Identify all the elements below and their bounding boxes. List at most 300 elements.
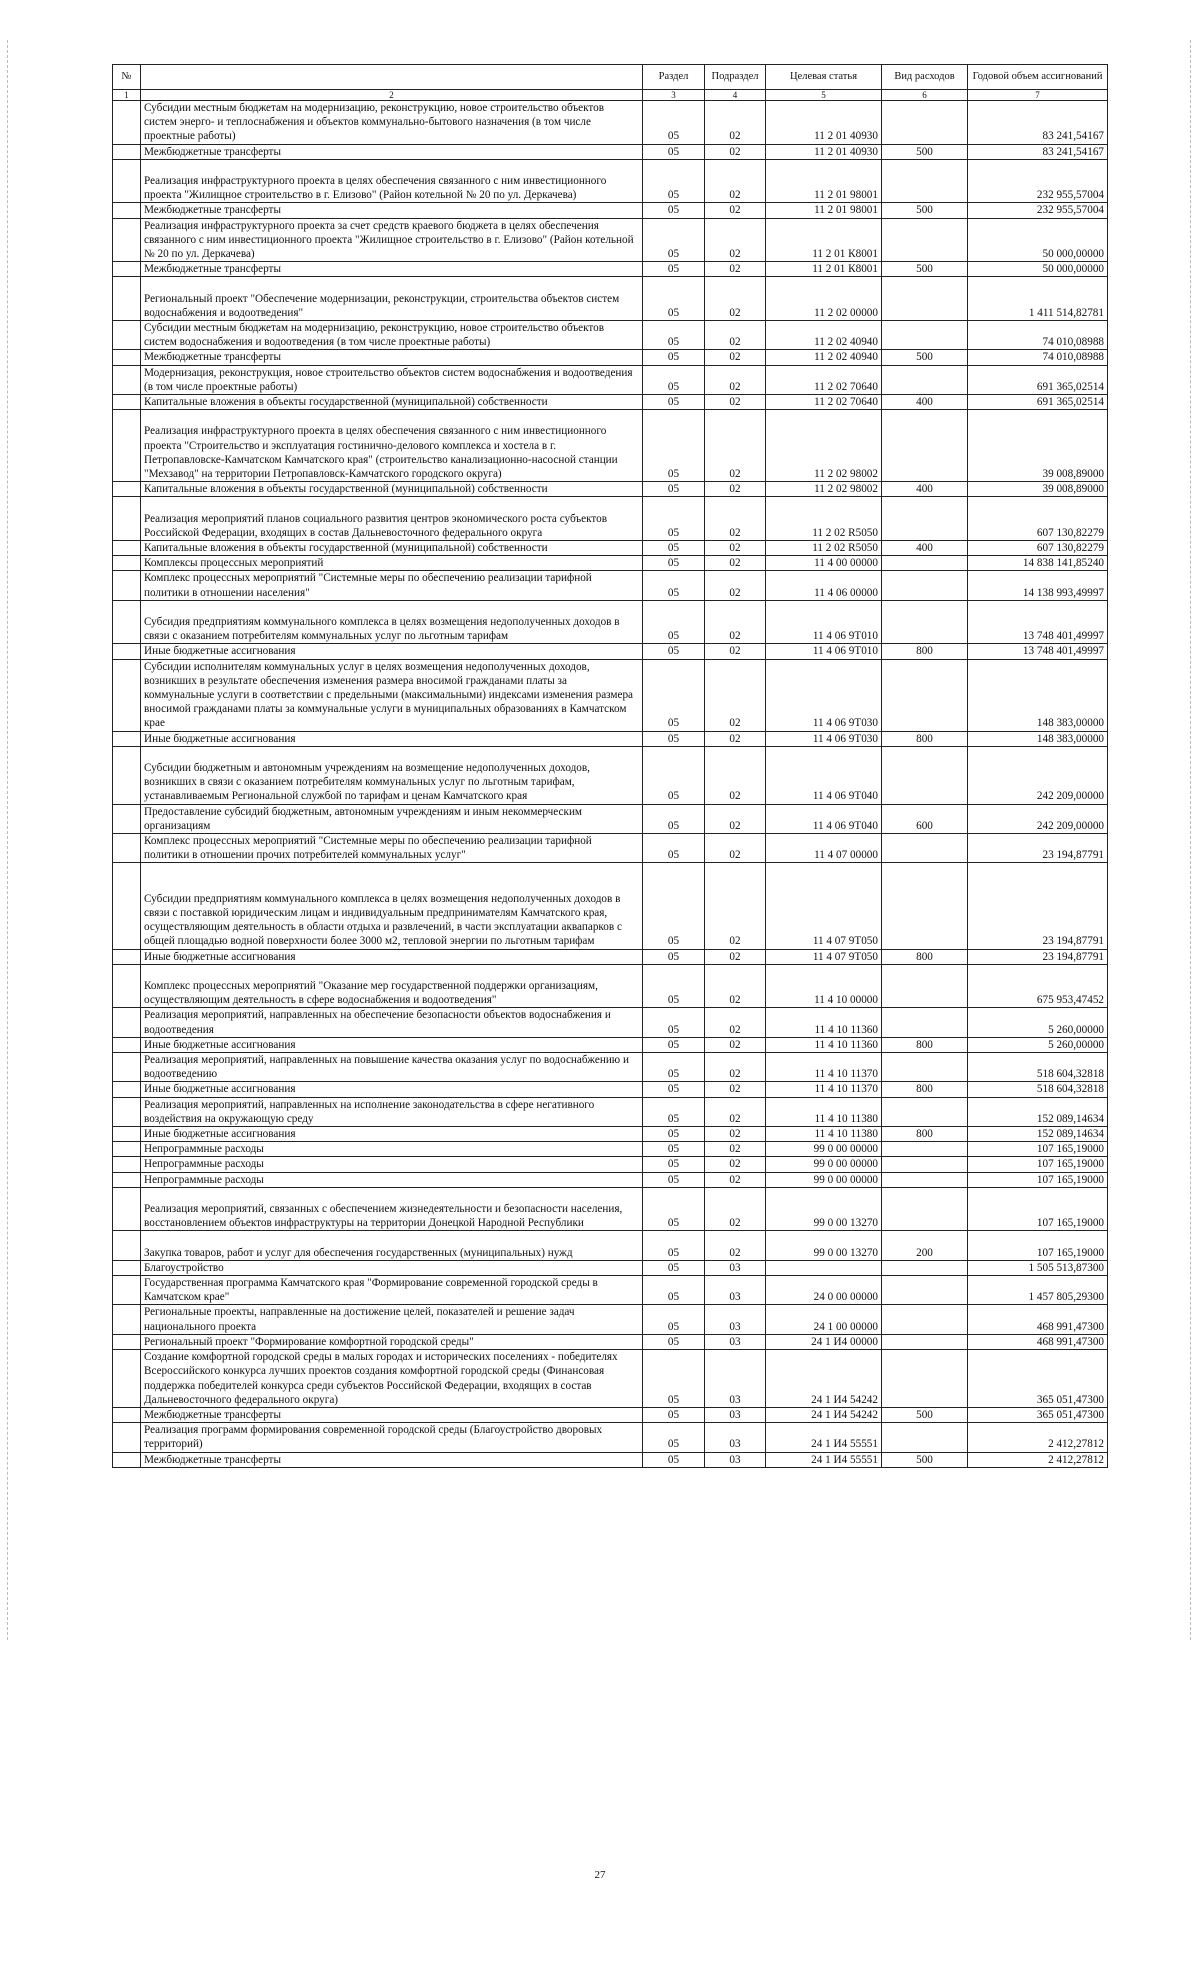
- col-number: 6: [882, 90, 968, 101]
- row-razdel-cell: 05: [643, 746, 705, 804]
- row-vid-cell: [882, 1305, 968, 1334]
- row-podrazdel-cell: 02: [705, 350, 766, 365]
- row-sum-cell: 1 457 805,29300: [968, 1276, 1108, 1305]
- row-number-cell: [113, 1276, 141, 1305]
- row-sum-cell: 13 748 401,49997: [968, 644, 1108, 659]
- row-vid-cell: [882, 1350, 968, 1408]
- row-vid-cell: 600: [882, 804, 968, 833]
- row-name-cell: Реализация мероприятий, направленных на повышение качества оказания услуг по водоснабжению и водоотведению: [141, 1053, 643, 1082]
- table-row: [113, 321, 1108, 350]
- row-vid-cell: 800: [882, 644, 968, 659]
- row-sum-cell: 107 165,19000: [968, 1231, 1108, 1260]
- row-name-cell: Капитальные вложения в объекты государственной (муниципальной) собственности: [141, 395, 643, 410]
- row-number-cell: [113, 1350, 141, 1408]
- row-razdel-cell: 05: [643, 1008, 705, 1037]
- row-name-cell: Субсидия предприятиям коммунального комплекса в целях возмещения недополученных доходов в связи с оказанием потребителям коммунальных услуг по льготным тарифам: [141, 600, 643, 644]
- row-cel-cell: 24 1 И4 55551: [766, 1423, 882, 1452]
- row-name-cell: Предоставление субсидий бюджетным, автономным учреждениям и иным некоммерческим организациям: [141, 804, 643, 833]
- row-podrazdel-cell: 02: [705, 746, 766, 804]
- table-row: [113, 1037, 1108, 1052]
- row-vid-cell: [882, 834, 968, 863]
- table-row: [113, 1142, 1108, 1157]
- row-vid-cell: 500: [882, 1407, 968, 1422]
- row-number-cell: [113, 863, 141, 949]
- row-number-cell: [113, 659, 141, 731]
- table-row: [113, 600, 1108, 644]
- row-name-cell: Субсидии местным бюджетам на модернизацию, реконструкцию, новое строительство объектов систем водоснабжения и водоотведения (в том числе проектные работы): [141, 321, 643, 350]
- row-name-cell: Реализация мероприятий, направленных на исполнение законодательства в сфере негативного воздействия на окружающую среду: [141, 1097, 643, 1126]
- row-vid-cell: [882, 1260, 968, 1275]
- row-cel-cell: 11 4 10 11370: [766, 1082, 882, 1097]
- row-number-cell: [113, 834, 141, 863]
- row-number-cell: [113, 1172, 141, 1187]
- page-number: 27: [594, 1869, 606, 1881]
- row-number-cell: [113, 1231, 141, 1260]
- row-sum-cell: 242 209,00000: [968, 804, 1108, 833]
- row-vid-cell: 500: [882, 1452, 968, 1467]
- row-number-cell: [113, 482, 141, 497]
- row-podrazdel-cell: 02: [705, 101, 766, 145]
- row-vid-cell: 500: [882, 350, 968, 365]
- row-podrazdel-cell: 02: [705, 1053, 766, 1082]
- scan-edge-right: [1190, 40, 1191, 1640]
- row-sum-cell: 468 991,47300: [968, 1305, 1108, 1334]
- column-number-row: [113, 90, 1108, 101]
- row-cel-cell: 11 4 07 9Т050: [766, 949, 882, 964]
- col-number: 7: [968, 90, 1108, 101]
- row-razdel-cell: 05: [643, 1407, 705, 1422]
- row-vid-cell: [882, 1276, 968, 1305]
- row-podrazdel-cell: 02: [705, 1231, 766, 1260]
- row-sum-cell: 107 165,19000: [968, 1187, 1108, 1231]
- row-vid-cell: 400: [882, 395, 968, 410]
- table-row: [113, 1157, 1108, 1172]
- row-cel-cell: 11 4 07 00000: [766, 834, 882, 863]
- row-podrazdel-cell: 03: [705, 1260, 766, 1275]
- row-razdel-cell: 05: [643, 262, 705, 277]
- row-razdel-cell: 05: [643, 1142, 705, 1157]
- row-cel-cell: 11 2 01 40930: [766, 144, 882, 159]
- row-name-cell: Реализация инфраструктурного проекта в целях обеспечения связанного с ним инвестиционного проекта "Строительство и эксплуатация гостинично-делового комплекса и хостела в г. Петропавловске-Камчатском Камчатского края" (строительство канализационно-насосной станции "Мехзавод" на территории Петропавловск-Камчатского городского округа): [141, 410, 643, 482]
- row-name-cell: Закупка товаров, работ и услуг для обеспечения государственных (муниципальных) нужд: [141, 1231, 643, 1260]
- row-podrazdel-cell: 02: [705, 482, 766, 497]
- row-vid-cell: [882, 1423, 968, 1452]
- row-number-cell: [113, 101, 141, 145]
- table-row: [113, 1452, 1108, 1467]
- row-razdel-cell: 05: [643, 949, 705, 964]
- row-number-cell: [113, 262, 141, 277]
- row-name-cell: Реализация мероприятий, направленных на обеспечение безопасности объектов водоснабжения и водоотведения: [141, 1008, 643, 1037]
- row-sum-cell: 50 000,00000: [968, 218, 1108, 262]
- col-header-no: №: [113, 65, 141, 90]
- row-cel-cell: 11 2 02 40940: [766, 321, 882, 350]
- row-vid-cell: [882, 321, 968, 350]
- row-sum-cell: 74 010,08988: [968, 321, 1108, 350]
- table-row: [113, 834, 1108, 863]
- row-sum-cell: 675 953,47452: [968, 964, 1108, 1008]
- row-name-cell: Региональные проекты, направленные на достижение целей, показателей и решение задач национального проекта: [141, 1305, 643, 1334]
- row-podrazdel-cell: 03: [705, 1276, 766, 1305]
- row-sum-cell: 691 365,02514: [968, 365, 1108, 394]
- row-number-cell: [113, 218, 141, 262]
- row-razdel-cell: 05: [643, 571, 705, 600]
- row-sum-cell: 23 194,87791: [968, 949, 1108, 964]
- row-name-cell: Капитальные вложения в объекты государственной (муниципальной) собственности: [141, 541, 643, 556]
- table-row: [113, 1187, 1108, 1231]
- row-podrazdel-cell: 03: [705, 1334, 766, 1349]
- row-name-cell: Межбюджетные трансферты: [141, 1407, 643, 1422]
- row-cel-cell: 11 4 10 00000: [766, 964, 882, 1008]
- table-row: [113, 1008, 1108, 1037]
- row-podrazdel-cell: 02: [705, 1187, 766, 1231]
- row-sum-cell: 691 365,02514: [968, 395, 1108, 410]
- table-row: [113, 541, 1108, 556]
- row-razdel-cell: 05: [643, 600, 705, 644]
- row-number-cell: [113, 321, 141, 350]
- table-row: [113, 964, 1108, 1008]
- row-podrazdel-cell: 02: [705, 731, 766, 746]
- table-row: [113, 497, 1108, 541]
- row-number-cell: [113, 949, 141, 964]
- row-sum-cell: 468 991,47300: [968, 1334, 1108, 1349]
- row-razdel-cell: 05: [643, 863, 705, 949]
- table-row: [113, 1260, 1108, 1275]
- row-vid-cell: 500: [882, 144, 968, 159]
- row-sum-cell: 2 412,27812: [968, 1452, 1108, 1467]
- row-vid-cell: [882, 410, 968, 482]
- row-cel-cell: 11 2 02 70640: [766, 365, 882, 394]
- row-vid-cell: [882, 964, 968, 1008]
- row-cel-cell: 24 0 00 00000: [766, 1276, 882, 1305]
- row-razdel-cell: 05: [643, 644, 705, 659]
- row-vid-cell: [882, 277, 968, 321]
- table-row: [113, 1097, 1108, 1126]
- row-vid-cell: [882, 659, 968, 731]
- row-vid-cell: [882, 1097, 968, 1126]
- row-name-cell: Комплекс процессных мероприятий "Системные меры по обеспечению реализации тарифной политики в отношении населения": [141, 571, 643, 600]
- row-sum-cell: 50 000,00000: [968, 262, 1108, 277]
- row-vid-cell: 800: [882, 1037, 968, 1052]
- row-podrazdel-cell: 02: [705, 600, 766, 644]
- row-number-cell: [113, 804, 141, 833]
- row-sum-cell: 14 138 993,49997: [968, 571, 1108, 600]
- row-razdel-cell: 05: [643, 1260, 705, 1275]
- col-header-cel: Целевая статья: [766, 65, 882, 90]
- row-cel-cell: 11 2 01 98001: [766, 203, 882, 218]
- row-cel-cell: 24 1 И4 54242: [766, 1350, 882, 1408]
- row-vid-cell: [882, 159, 968, 203]
- row-cel-cell: 99 0 00 00000: [766, 1172, 882, 1187]
- row-number-cell: [113, 1260, 141, 1275]
- row-sum-cell: 607 130,82279: [968, 497, 1108, 541]
- row-name-cell: Капитальные вложения в объекты государственной (муниципальной) собственности: [141, 482, 643, 497]
- row-cel-cell: 99 0 00 13270: [766, 1187, 882, 1231]
- row-razdel-cell: 05: [643, 1350, 705, 1408]
- row-cel-cell: 11 2 01 К8001: [766, 262, 882, 277]
- row-razdel-cell: 05: [643, 1172, 705, 1187]
- row-number-cell: [113, 1187, 141, 1231]
- row-vid-cell: [882, 1187, 968, 1231]
- row-vid-cell: [882, 1334, 968, 1349]
- row-number-cell: [113, 556, 141, 571]
- table-row: [113, 159, 1108, 203]
- row-podrazdel-cell: 03: [705, 1452, 766, 1467]
- table-row: [113, 365, 1108, 394]
- row-razdel-cell: 05: [643, 1305, 705, 1334]
- table-row: [113, 410, 1108, 482]
- row-name-cell: Региональный проект "Обеспечение модернизации, реконструкции, строительства объектов систем водоснабжения и водоотведения": [141, 277, 643, 321]
- row-vid-cell: 800: [882, 1082, 968, 1097]
- table-row: [113, 1407, 1108, 1422]
- row-name-cell: Межбюджетные трансферты: [141, 350, 643, 365]
- row-number-cell: [113, 277, 141, 321]
- row-number-cell: [113, 600, 141, 644]
- row-sum-cell: 365 051,47300: [968, 1407, 1108, 1422]
- row-podrazdel-cell: 02: [705, 365, 766, 394]
- row-vid-cell: [882, 1053, 968, 1082]
- row-razdel-cell: 05: [643, 556, 705, 571]
- row-name-cell: Реализация инфраструктурного проекта в целях обеспечения связанного с ним инвестиционного проекта "Жилищное строительство в г. Елизово" (Район котельной № 20 по ул. Деркачева): [141, 159, 643, 203]
- row-sum-cell: 232 955,57004: [968, 159, 1108, 203]
- row-podrazdel-cell: 02: [705, 277, 766, 321]
- row-cel-cell: 11 2 02 00000: [766, 277, 882, 321]
- row-vid-cell: [882, 556, 968, 571]
- col-number: 5: [766, 90, 882, 101]
- row-podrazdel-cell: 02: [705, 1082, 766, 1097]
- row-number-cell: [113, 1082, 141, 1097]
- row-cel-cell: 11 4 00 00000: [766, 556, 882, 571]
- row-name-cell: Создание комфортной городской среды в малых городах и исторических поселениях - победителях Всероссийского конкурса лучших проектов создания комфортной городской среды (Финансовая поддержка победителей конкурса среди субъектов Российской Федерации, входящих в состав Дальневосточного федерального округа): [141, 1350, 643, 1408]
- row-name-cell: Субсидии предприятиям коммунального комплекса в целях возмещения недополученных доходов в связи с поставкой юридическим лицам и индивидуальным предпринимателям Камчатского края, осуществляющим деятельность в области отдыха и развлечений, в части эксплуатации аквапарков с общей площадью водной поверхности более 3000 м2, тепловой энергии по льготным тарифам: [141, 863, 643, 949]
- row-razdel-cell: 05: [643, 159, 705, 203]
- row-name-cell: Межбюджетные трансферты: [141, 144, 643, 159]
- row-cel-cell: 11 2 02 98002: [766, 410, 882, 482]
- row-podrazdel-cell: 03: [705, 1407, 766, 1422]
- row-cel-cell: 11 4 10 11360: [766, 1008, 882, 1037]
- row-number-cell: [113, 541, 141, 556]
- table-row: [113, 482, 1108, 497]
- table-row: [113, 571, 1108, 600]
- row-cel-cell: 11 4 06 9Т010: [766, 644, 882, 659]
- col-header-name: [141, 65, 643, 90]
- row-cel-cell: 11 4 06 9Т030: [766, 659, 882, 731]
- row-razdel-cell: 05: [643, 1053, 705, 1082]
- row-sum-cell: 23 194,87791: [968, 863, 1108, 949]
- row-name-cell: Иные бюджетные ассигнования: [141, 949, 643, 964]
- row-cel-cell: 11 4 10 11380: [766, 1097, 882, 1126]
- row-cel-cell: 99 0 00 00000: [766, 1157, 882, 1172]
- row-vid-cell: [882, 101, 968, 145]
- row-cel-cell: 11 4 06 9Т040: [766, 804, 882, 833]
- row-sum-cell: 242 209,00000: [968, 746, 1108, 804]
- row-podrazdel-cell: 02: [705, 804, 766, 833]
- table-row: [113, 218, 1108, 262]
- row-number-cell: [113, 964, 141, 1008]
- row-cel-cell: 11 2 01 К8001: [766, 218, 882, 262]
- col-number: 3: [643, 90, 705, 101]
- row-sum-cell: 365 051,47300: [968, 1350, 1108, 1408]
- row-cel-cell: 11 2 02 R5050: [766, 541, 882, 556]
- row-name-cell: Непрограммные расходы: [141, 1142, 643, 1157]
- table-row: [113, 203, 1108, 218]
- row-podrazdel-cell: 02: [705, 1097, 766, 1126]
- row-razdel-cell: 05: [643, 410, 705, 482]
- row-sum-cell: 83 241,54167: [968, 101, 1108, 145]
- row-razdel-cell: 05: [643, 1097, 705, 1126]
- row-podrazdel-cell: 02: [705, 1157, 766, 1172]
- row-razdel-cell: 05: [643, 144, 705, 159]
- row-name-cell: Субсидии бюджетным и автономным учреждениям на возмещение недополученных доходов, возникших в связи с оказанием потребителям коммунальных услуг по льготным тарифам, устанавливаемым Региональной службой по тарифам и ценам Камчатского края: [141, 746, 643, 804]
- table-row: [113, 1127, 1108, 1142]
- table-row: [113, 1276, 1108, 1305]
- row-razdel-cell: 05: [643, 1082, 705, 1097]
- row-podrazdel-cell: 02: [705, 395, 766, 410]
- row-razdel-cell: 05: [643, 1231, 705, 1260]
- row-cel-cell: 24 1 И4 00000: [766, 1334, 882, 1349]
- row-number-cell: [113, 350, 141, 365]
- row-cel-cell: 24 1 И4 54242: [766, 1407, 882, 1422]
- row-number-cell: [113, 1142, 141, 1157]
- row-name-cell: Иные бюджетные ассигнования: [141, 731, 643, 746]
- row-number-cell: [113, 644, 141, 659]
- row-vid-cell: [882, 365, 968, 394]
- row-vid-cell: [882, 1157, 968, 1172]
- row-razdel-cell: 05: [643, 1127, 705, 1142]
- row-number-cell: [113, 1053, 141, 1082]
- row-vid-cell: [882, 746, 968, 804]
- row-podrazdel-cell: 02: [705, 571, 766, 600]
- row-vid-cell: [882, 863, 968, 949]
- row-vid-cell: 800: [882, 1127, 968, 1142]
- row-sum-cell: 518 604,32818: [968, 1082, 1108, 1097]
- row-vid-cell: 500: [882, 262, 968, 277]
- row-podrazdel-cell: 02: [705, 1142, 766, 1157]
- row-sum-cell: 74 010,08988: [968, 350, 1108, 365]
- row-number-cell: [113, 1305, 141, 1334]
- row-number-cell: [113, 395, 141, 410]
- row-vid-cell: [882, 1142, 968, 1157]
- row-name-cell: Комплекс процессных мероприятий "Системные меры по обеспечению реализации тарифной политики в отношении прочих потребителей коммунальных услуг": [141, 834, 643, 863]
- table-row: [113, 1334, 1108, 1349]
- table-row: [113, 1305, 1108, 1334]
- row-cel-cell: 11 4 06 9Т010: [766, 600, 882, 644]
- row-razdel-cell: 05: [643, 203, 705, 218]
- row-podrazdel-cell: 02: [705, 644, 766, 659]
- row-podrazdel-cell: 03: [705, 1305, 766, 1334]
- table-row: [113, 1172, 1108, 1187]
- row-razdel-cell: 05: [643, 964, 705, 1008]
- table-row: [113, 949, 1108, 964]
- row-sum-cell: 23 194,87791: [968, 834, 1108, 863]
- row-name-cell: Непрограммные расходы: [141, 1157, 643, 1172]
- row-podrazdel-cell: 02: [705, 1008, 766, 1037]
- row-razdel-cell: 05: [643, 321, 705, 350]
- row-number-cell: [113, 1452, 141, 1467]
- budget-table: [112, 64, 1108, 1468]
- row-name-cell: Комплекс процессных мероприятий "Оказание мер государственной поддержки организациям, осуществляющим деятельность в сфере водоснабжения и водоотведения": [141, 964, 643, 1008]
- row-razdel-cell: 05: [643, 277, 705, 321]
- row-sum-cell: 14 838 141,85240: [968, 556, 1108, 571]
- row-razdel-cell: 05: [643, 497, 705, 541]
- row-razdel-cell: 05: [643, 395, 705, 410]
- col-header-razdel: Раздел: [643, 65, 705, 90]
- row-podrazdel-cell: 02: [705, 949, 766, 964]
- row-name-cell: Иные бюджетные ассигнования: [141, 644, 643, 659]
- row-podrazdel-cell: 02: [705, 659, 766, 731]
- row-number-cell: [113, 144, 141, 159]
- row-name-cell: Межбюджетные трансферты: [141, 1452, 643, 1467]
- row-podrazdel-cell: 02: [705, 1172, 766, 1187]
- row-podrazdel-cell: 02: [705, 262, 766, 277]
- row-cel-cell: 11 2 02 40940: [766, 350, 882, 365]
- col-header-podrazdel: Подраздел: [705, 65, 766, 90]
- row-name-cell: Реализация мероприятий планов социального развития центров экономического роста субъектов Российской Федерации, входящих в состав Дальневосточного федерального округа: [141, 497, 643, 541]
- table-body: [113, 101, 1108, 1468]
- row-podrazdel-cell: 02: [705, 541, 766, 556]
- row-cel-cell: [766, 1260, 882, 1275]
- row-name-cell: Реализация программ формирования современной городской среды (Благоустройство дворовых территорий): [141, 1423, 643, 1452]
- row-podrazdel-cell: 02: [705, 497, 766, 541]
- table-row: [113, 863, 1108, 949]
- row-sum-cell: 13 748 401,49997: [968, 600, 1108, 644]
- table-row: [113, 1082, 1108, 1097]
- row-podrazdel-cell: 02: [705, 964, 766, 1008]
- row-number-cell: [113, 1423, 141, 1452]
- row-vid-cell: 400: [882, 541, 968, 556]
- row-sum-cell: 5 260,00000: [968, 1008, 1108, 1037]
- row-number-cell: [113, 571, 141, 600]
- table-row: [113, 144, 1108, 159]
- row-number-cell: [113, 1037, 141, 1052]
- row-sum-cell: 152 089,14634: [968, 1127, 1108, 1142]
- row-vid-cell: [882, 497, 968, 541]
- row-vid-cell: [882, 218, 968, 262]
- row-sum-cell: 148 383,00000: [968, 659, 1108, 731]
- row-cel-cell: 11 4 06 9Т030: [766, 731, 882, 746]
- row-name-cell: Иные бюджетные ассигнования: [141, 1082, 643, 1097]
- row-razdel-cell: 05: [643, 482, 705, 497]
- row-number-cell: [113, 159, 141, 203]
- row-cel-cell: 99 0 00 00000: [766, 1142, 882, 1157]
- row-name-cell: Иные бюджетные ассигнования: [141, 1127, 643, 1142]
- row-number-cell: [113, 497, 141, 541]
- row-sum-cell: 39 008,89000: [968, 482, 1108, 497]
- table-row: [113, 1350, 1108, 1408]
- row-podrazdel-cell: 02: [705, 144, 766, 159]
- table-row: [113, 746, 1108, 804]
- table-header-row: [113, 65, 1108, 90]
- row-name-cell: Модернизация, реконструкция, новое строительство объектов систем водоснабжения и водоотведения (в том числе проектные работы): [141, 365, 643, 394]
- row-vid-cell: 800: [882, 949, 968, 964]
- table-row: [113, 644, 1108, 659]
- table-row: [113, 731, 1108, 746]
- row-cel-cell: 11 4 07 9Т050: [766, 863, 882, 949]
- row-sum-cell: 83 241,54167: [968, 144, 1108, 159]
- col-header-vid: Вид расходов: [882, 65, 968, 90]
- row-name-cell: Государственная программа Камчатского края "Формирование современной городской среды в Камчатском крае": [141, 1276, 643, 1305]
- row-cel-cell: 24 1 00 00000: [766, 1305, 882, 1334]
- row-number-cell: [113, 1097, 141, 1126]
- row-podrazdel-cell: 02: [705, 218, 766, 262]
- row-razdel-cell: 05: [643, 731, 705, 746]
- table-row: [113, 659, 1108, 731]
- row-cel-cell: 11 4 10 11360: [766, 1037, 882, 1052]
- row-razdel-cell: 05: [643, 350, 705, 365]
- row-podrazdel-cell: 02: [705, 321, 766, 350]
- row-sum-cell: 2 412,27812: [968, 1423, 1108, 1452]
- table-row: [113, 101, 1108, 145]
- row-razdel-cell: 05: [643, 541, 705, 556]
